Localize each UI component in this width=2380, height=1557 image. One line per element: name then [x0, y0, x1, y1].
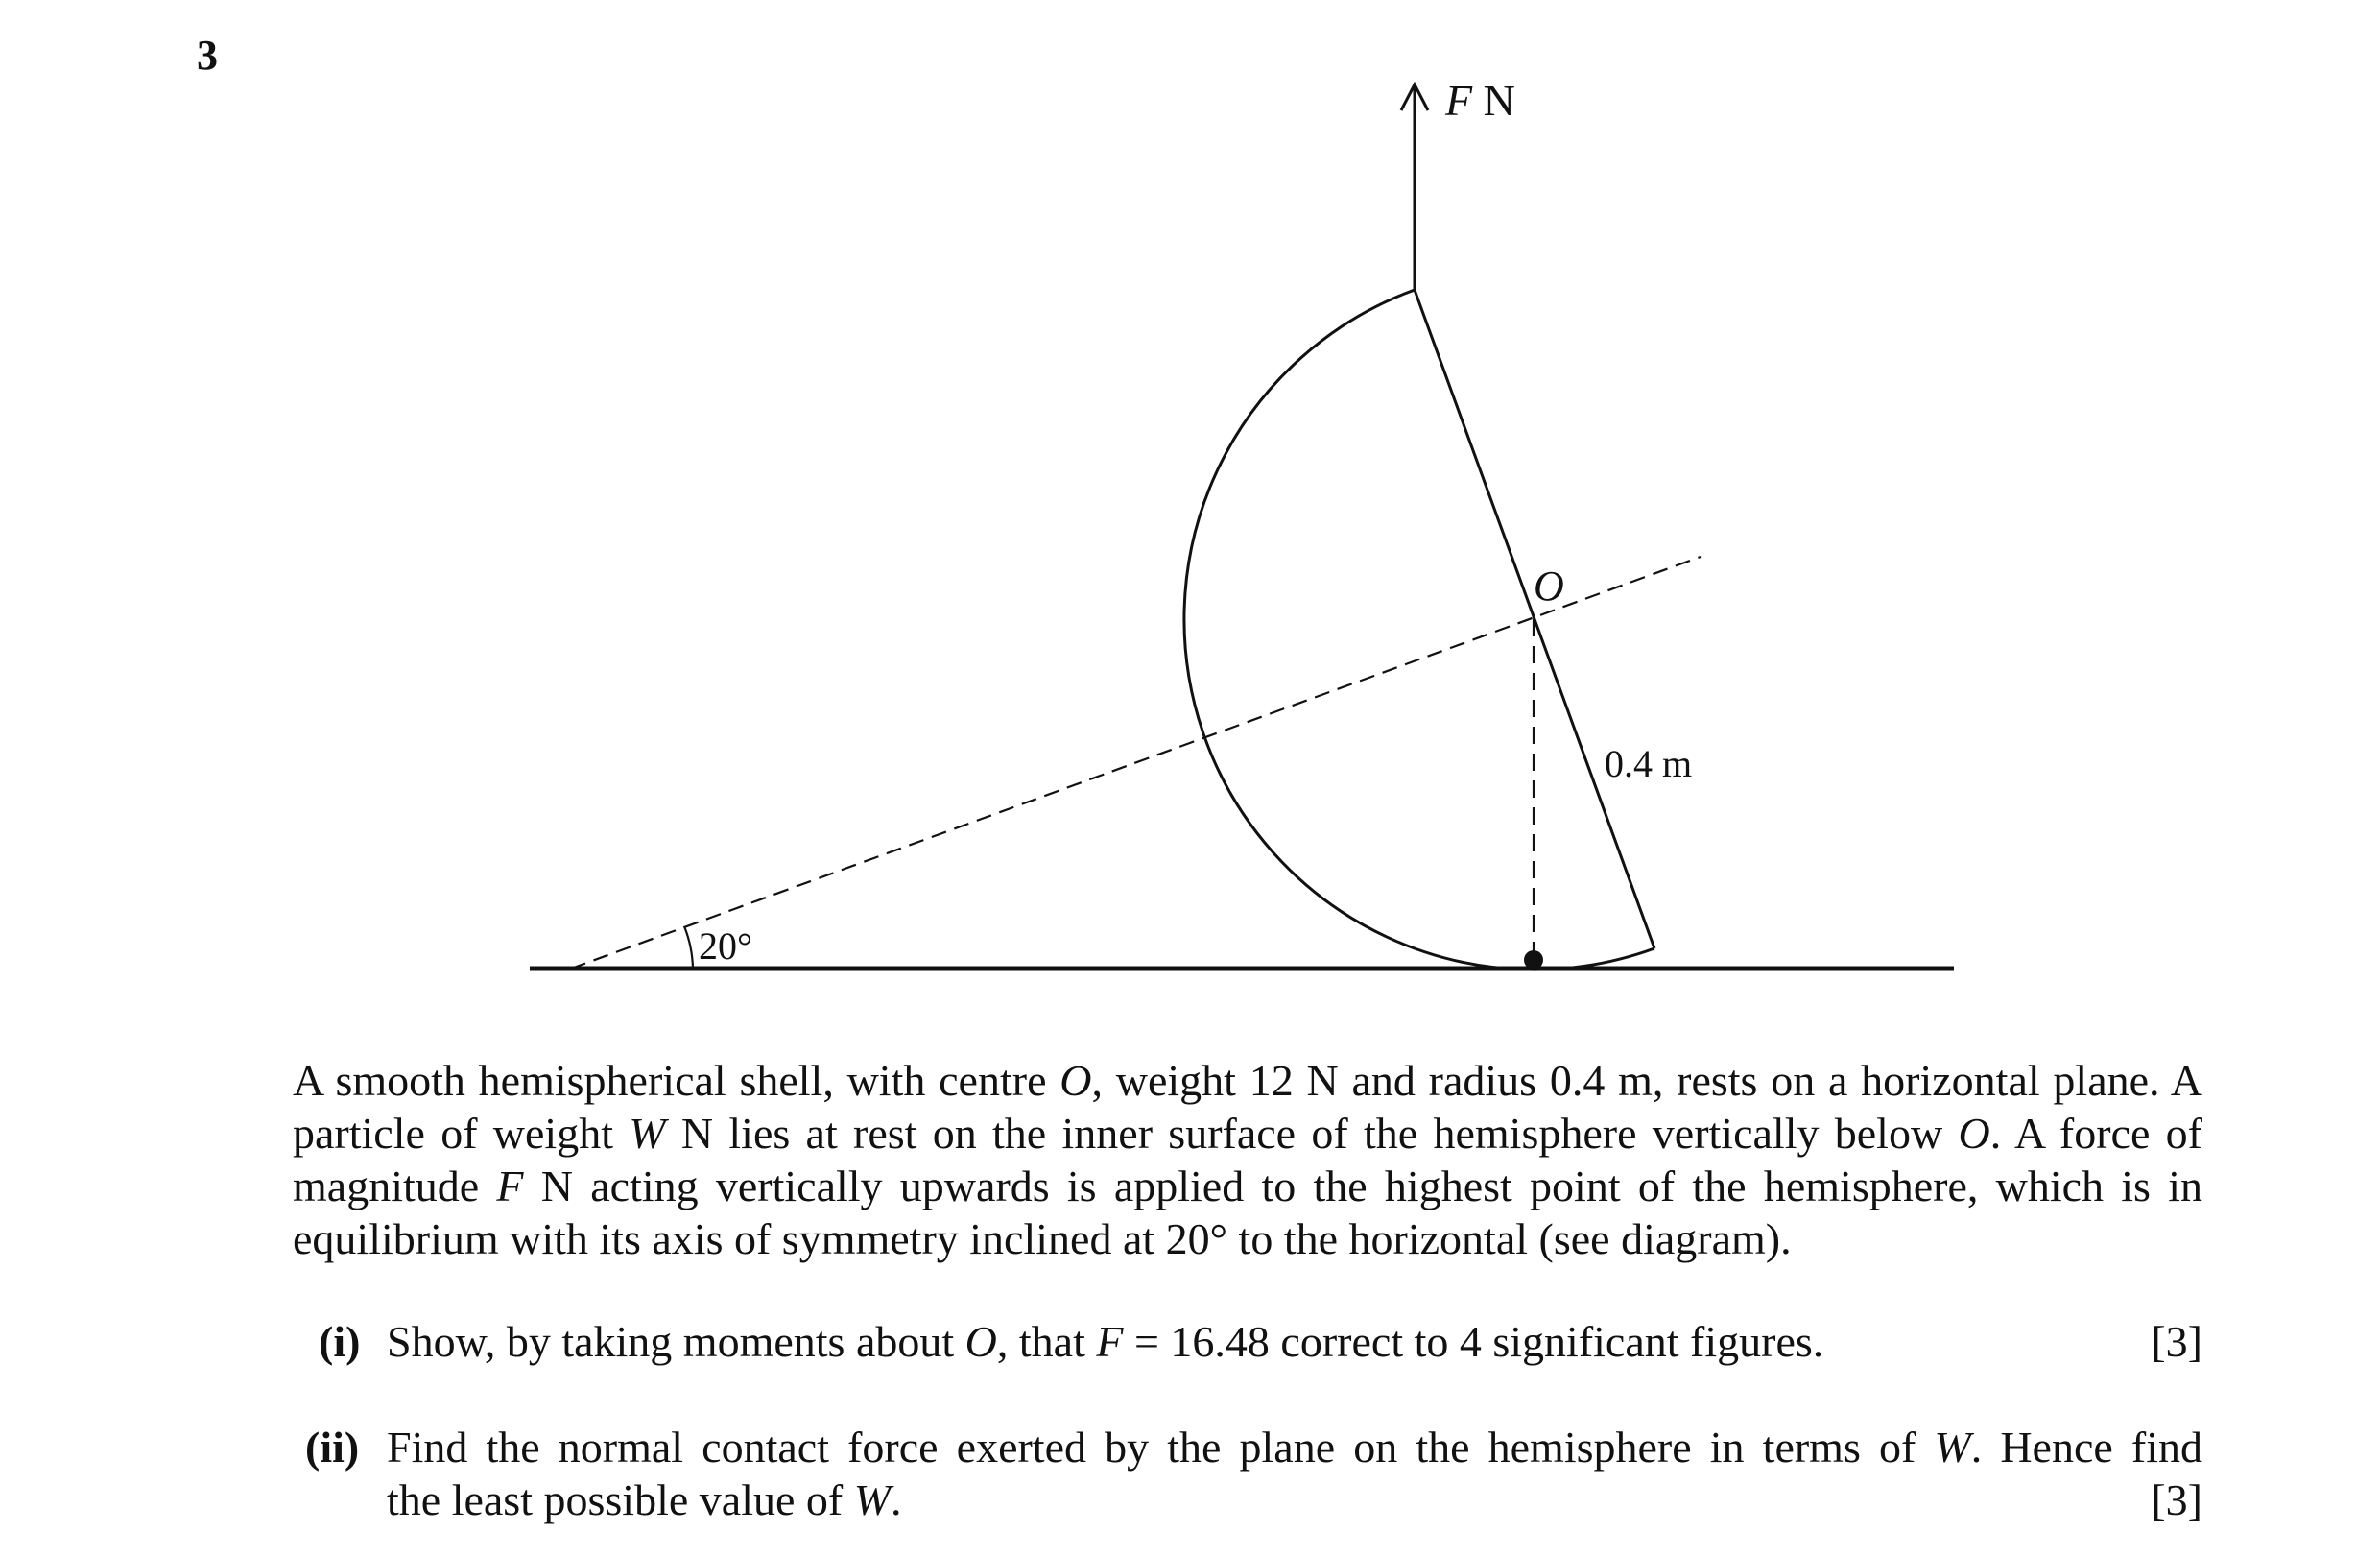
part-ii [293, 1421, 2202, 1526]
part-i [293, 1315, 2202, 1368]
question-number: 3 [197, 32, 218, 79]
hemisphere-arc [1184, 290, 1654, 970]
part-line: Show, by taking moments about O , that F = 16.48 correct to 4 significant figures. [387, 1317, 1824, 1366]
part-text [387, 1315, 2202, 1368]
radius-label: 0.4 m [1605, 742, 1693, 785]
part-line: the least possible value of W. [387, 1475, 902, 1524]
force-label: F N [1445, 76, 1515, 125]
particle [1524, 950, 1543, 970]
centre-label: O [1534, 563, 1564, 610]
question-stem [293, 1054, 2202, 1265]
part-text [387, 1421, 2202, 1526]
part-label: (i) [319, 1317, 361, 1366]
axis-of-symmetry-dashed [571, 557, 1701, 969]
part-label: (ii) [305, 1423, 360, 1472]
marks: [3] [2151, 1317, 2202, 1366]
angle-label: 20° [699, 924, 752, 968]
marks: [3] [2151, 1475, 2202, 1524]
angle-arc [684, 926, 693, 969]
part-line: Find the normal contact force exerted by the plane on the hemisphere in terms of W. Hence find [387, 1423, 2202, 1472]
stem-line: A smooth hemispherical shell, with centre O, weight 12 N and radius 0.4 m, rests on a horizontal plane. A particle of weight W N lies at rest on the inner surface of the hemisphere vertically below O. A force of magnitude F N acting vertically upwards is applied to the highest point of the hemisphere, which is in equilibrium with its axis of symmetry inclined at 20° to the horizontal (see diagram). [293, 1056, 2202, 1263]
